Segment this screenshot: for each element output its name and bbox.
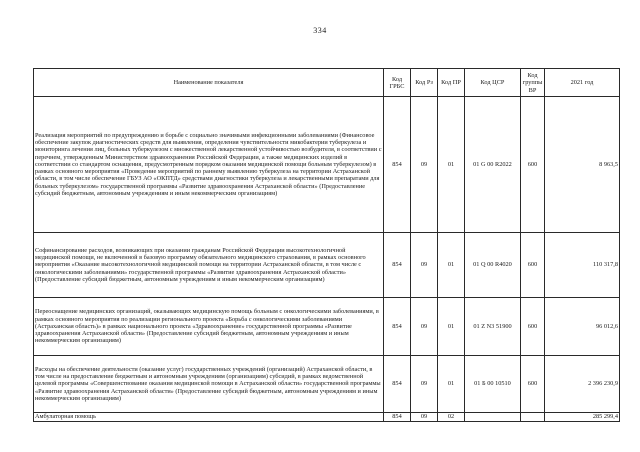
budget-table (33, 68, 620, 422)
row-csr: 01 Q 00 R4020 (465, 233, 521, 298)
header-name: Наименование показателя (34, 69, 384, 97)
header-year: 2021 год (545, 69, 620, 97)
header-vr: Код группы ВР (521, 69, 545, 97)
row-grbs: 854 (384, 356, 411, 413)
row-grbs: 854 (384, 97, 411, 233)
row-amount: 285 299,4 (545, 413, 620, 422)
row-pr: 01 (438, 97, 465, 233)
row-grbs: 854 (384, 413, 411, 422)
row-vr (521, 413, 545, 422)
row-csr: 01 Z N3 51900 (465, 298, 521, 356)
row-description: Переоснащение медицинских организаций, оказывающих медицинскую помощь больным с онкологическими заболеваниями, в рамках основного мероприятия по реализации регионального проекта «Борьба с онкологическими заболеваниями (Астраханская область)» в рамках национального проекта «Здравоохранение» государственной программы «Развитие здравоохранения Астраханской области» (Предоставление субсидий бюджетным, автономным учреждениям и иным некоммерческим организациям) (34, 298, 384, 356)
header-rz: Код Рз (411, 69, 438, 97)
row-rz: 09 (411, 356, 438, 413)
row-vr: 600 (521, 356, 545, 413)
table-row (34, 298, 620, 356)
header-pr: Код ПР (438, 69, 465, 97)
row-amount: 110 317,8 (545, 233, 620, 298)
row-amount: 2 396 230,9 (545, 356, 620, 413)
row-csr: 01 Б 00 10510 (465, 356, 521, 413)
row-vr: 600 (521, 233, 545, 298)
page-number: 334 (313, 26, 327, 35)
row-grbs: 854 (384, 233, 411, 298)
header-grbs: Код ГРБС (384, 69, 411, 97)
row-description: Софинансирование расходов, возникающих при оказании гражданам Российской Федерации высокотехнологичной медицинской помощи, не включенной в базовую программу обязательного медицинского страхования, в рамках основного мероприятия «Оказание высокотехнологичной медицинской помощи на территории Астраханской области, в том числе с онкологическими заболеваниями» государственной программы «Развитие здравоохранения Астраханской области» (Предоставление субсидий бюджетным, автономным учреждениям и иным некоммерческим организациям) (34, 233, 384, 298)
row-rz: 09 (411, 233, 438, 298)
row-pr: 01 (438, 356, 465, 413)
row-rz: 09 (411, 97, 438, 233)
row-rz: 09 (411, 413, 438, 422)
row-pr: 01 (438, 298, 465, 356)
row-rz: 09 (411, 298, 438, 356)
row-description: Расходы на обеспечение деятельности (оказание услуг) государственных учреждений (организаций) Астраханской области, в том числе на предоставление бюджетным и автономным учреждениям (организациям) субсидий, в рамках ведомственной целевой программы «Совершенствование оказания медицинской помощи в Астраханской области» государственной программы «Развитие здравоохранения Астраханской области» (Предоставление субсидий бюджетным, автономным учреждениям и иным некоммерческим организациям) (34, 356, 384, 413)
header-csr: Код ЦСР (465, 69, 521, 97)
table-row (34, 356, 620, 413)
row-csr: 01 G 00 R2022 (465, 97, 521, 233)
table-header-row (34, 69, 620, 97)
row-csr (465, 413, 521, 422)
row-grbs: 854 (384, 298, 411, 356)
row-amount: 8 963,5 (545, 97, 620, 233)
table-row (34, 97, 620, 233)
row-description: Реализация мероприятий по предупреждению и борьбе с социально значимыми инфекционными заболеваниями (Финансовое обеспечение закупок диагностических средств для выявления, определения чувствительности микобактерии туберкулеза и мониторинга лечения лиц, больных туберкулезом с множественной лекарственной устойчивостью возбудителя, в соответствии с перечнем, утвержденным Министерством здравоохранения Российской Федерации, а также медицинских изделий в соответствии со стандартом оснащения, предусмотренным порядком оказания медицинской помощи больным туберкулезом) в рамках основного мероприятия «Проведение мероприятий по раннему выявлению туберкулеза на территории Астраханской области, в том числе обеспечение ГБУЗ АО «ОКПТД» средствами диагностики туберкулеза и лекарственными препаратами для больных туберкулезом» государственной программы «Развитие здравоохранения Астраханской области» (Предоставление субсидий бюджетным, автономным учреждениям и иным некоммерческим организациям) (34, 97, 384, 233)
row-pr: 01 (438, 233, 465, 298)
table-row (34, 413, 620, 422)
table-row (34, 233, 620, 298)
row-amount: 96 012,6 (545, 298, 620, 356)
row-description: Амбулаторная помощь (34, 413, 384, 422)
row-pr: 02 (438, 413, 465, 422)
row-vr: 600 (521, 97, 545, 233)
row-vr: 600 (521, 298, 545, 356)
